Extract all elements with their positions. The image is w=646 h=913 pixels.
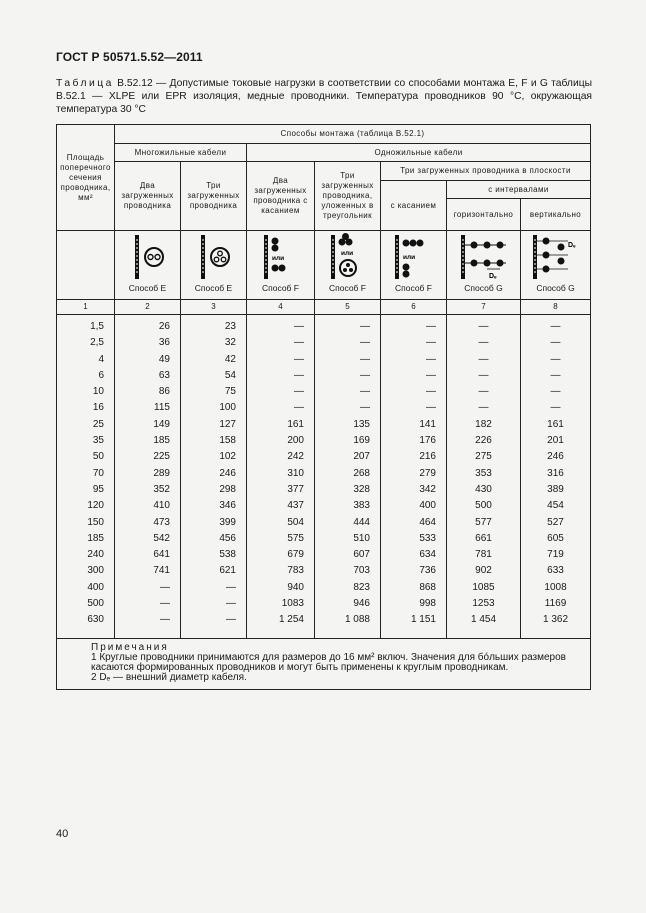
two-core-cable-icon [123,233,173,281]
method-label: Способ F [262,283,299,293]
column-number: 5 [315,300,381,315]
table-cell: — [550,369,561,381]
table-cell: 70 [92,467,104,479]
table-cell: 736 [419,565,436,577]
column-number: 2 [115,300,181,315]
table-cell: 868 [419,581,436,593]
table-cell: 200 [287,435,304,447]
method-label: Способ F [329,283,366,293]
table-cell: 1,5 [90,321,104,332]
column-number: 8 [521,300,591,315]
table-cell: — [426,321,436,332]
note-2: 2 Dₑ — внешний диаметр кабеля. [91,672,247,683]
table-cell: 430 [475,483,492,495]
table-cell: — [550,386,561,398]
column-number: 3 [181,300,247,315]
table-cell: — [550,321,561,332]
table-cell: 240 [87,549,104,561]
table-cell: 781 [475,549,492,561]
table-cell: 783 [287,565,304,577]
table-cell: 389 [547,483,564,495]
column-number: 4 [247,300,315,315]
table-cell: — [294,386,304,398]
table-cell: — [478,369,489,381]
three-flat-header: Три загруженных проводника в плоскости [381,162,591,181]
table-cell: 275 [475,451,492,463]
table-cell: 946 [353,598,370,610]
table-cell: — [294,369,304,381]
table-cell: 823 [353,581,370,593]
table-cell: 54 [224,369,236,381]
table-cell: 634 [419,549,436,561]
table-cell: 4 [98,353,104,365]
table-cell: 182 [475,418,492,430]
table-cell: 95 [92,483,104,495]
table-cell: 100 [219,402,236,414]
table-cell: 158 [219,435,236,447]
table-cell: 289 [153,467,170,479]
method-f-flat-touch-pic [381,231,447,300]
table-cell: 605 [547,532,564,544]
table-cell: 399 [219,516,236,528]
table-cell: — [160,614,170,626]
table-cell: 316 [547,467,564,479]
methods-header: Способы монтажа (таблица В.52.1) [115,125,591,144]
table-cell: 246 [219,467,236,479]
multicore-header: Многожильные кабели [115,144,247,162]
document-header: ГОСТ Р 50571.5.52—2011 [56,50,203,64]
table-cell: 346 [219,500,236,512]
table-cell: — [478,353,489,365]
table-cell: — [478,386,489,398]
table-cell: 63 [158,369,170,381]
method-label: Способ G [536,283,575,293]
table-cell: 342 [419,483,436,495]
table-cell: 661 [475,532,492,544]
page-number: 40 [56,828,69,840]
or-label: или [340,250,353,257]
table-cell: 127 [219,418,236,430]
table-cell: 1253 [472,598,495,610]
method-f-two-pic [247,231,315,300]
table-cell: — [426,353,436,365]
table-cell: 185 [87,532,104,544]
col6-header: с касанием [381,181,447,231]
table-cell: 500 [87,598,104,610]
table-cell: — [426,369,436,381]
table-cell: 242 [287,451,304,463]
table-cell: 10 [92,386,104,398]
table-cell: 120 [87,500,104,512]
col7-header: горизонтально [447,199,521,231]
table-cell: 35 [92,435,104,447]
notes-title: Примечания [91,642,169,653]
table-cell: — [294,337,304,349]
table-cell: 940 [287,581,304,593]
table-cell: 902 [475,565,492,577]
table-cell: 464 [419,516,436,528]
method-e-multi2-pic [115,231,181,300]
three-core-cable-icon [189,233,239,281]
table-cell: 400 [87,581,104,593]
method-f-trefoil-pic [315,231,381,300]
table-cell: 32 [224,337,236,349]
method-g-horizontal-pic [447,231,521,300]
table-cell: 1083 [281,598,304,610]
table-cell: 1 454 [470,614,497,626]
table-cell: 504 [287,516,304,528]
vertical-spaced-cables-icon [528,233,584,281]
table-cell: 1 151 [410,614,436,626]
table-cell: 577 [475,516,492,528]
table-cell: 226 [475,435,492,447]
table-cell: — [160,581,170,593]
table-cell: 500 [475,500,492,512]
table-cell: 161 [287,418,304,430]
table-cell: 1085 [472,581,495,593]
table-cell: — [226,598,236,610]
table-cell: 102 [219,451,236,463]
column-number: 7 [447,300,521,315]
cross-section-header: Площадь поперечного сечения проводника, мм² [57,125,115,231]
table-cell: 538 [219,549,236,561]
notes-section [57,639,591,690]
table-cell: — [360,369,370,381]
table-cell: 377 [287,483,304,495]
table-cell: 630 [87,614,104,626]
table-cell: 141 [419,418,436,430]
table-cell: 533 [419,532,436,544]
table-cell: 169 [353,435,370,447]
table-cell: 25 [92,418,104,430]
table-cell: — [160,598,170,610]
table-cell: 410 [153,500,170,512]
de-label: Dₑ [567,242,576,249]
table-cell: — [478,337,489,349]
col3-header: Три загруженных проводника [181,162,247,231]
table-cell: 279 [419,467,436,479]
table-cell: 454 [547,500,564,512]
table-cell: 527 [547,516,564,528]
table-cell: — [426,386,436,398]
method-label: Способ F [395,283,432,293]
singlecore-header: Одножильные кабели [247,144,591,162]
table-cell: 607 [353,549,370,561]
table-cell: 207 [353,451,370,463]
data-column [381,315,447,639]
col8-header: вертикально [521,199,591,231]
table-cell: 2,5 [90,337,104,349]
data-column [247,315,315,639]
table-cell: 456 [219,532,236,544]
table-cell: 23 [224,321,236,332]
data-column [181,315,247,639]
trefoil-cables-icon [323,233,373,281]
table-cell: 298 [219,483,236,495]
table-cell: — [478,321,489,332]
table-cell: 86 [158,386,170,398]
method-label: Способ Е [194,283,233,293]
table-cell: 575 [287,532,304,544]
table-cell: — [550,337,561,349]
table-cell: 185 [153,435,170,447]
table-cell: — [294,321,304,332]
de-label: Dₑ [488,273,497,280]
table-cell: 216 [419,451,436,463]
col5-header: Три загруженных проводника, уложенных в треугольник [315,162,381,231]
data-column [115,315,181,639]
col2-header: Два загруженных проводника [115,162,181,231]
table-cell: 6 [98,369,104,381]
table-cell: 542 [153,532,170,544]
table-cell: 703 [353,565,370,577]
table-cell: — [226,581,236,593]
table-cell: — [426,402,436,414]
table-cell: 1 362 [543,614,569,626]
data-column [521,315,591,639]
column-number: 6 [381,300,447,315]
table-cell: 510 [353,532,370,544]
table-cell: 1169 [544,598,567,610]
table-cell: 1 254 [278,614,304,626]
table-cell: 679 [287,549,304,561]
table-cell: 268 [353,467,370,479]
table-cell: — [360,321,370,332]
table-cell: 621 [219,565,236,577]
table-cell: 352 [153,483,170,495]
table-cell: 201 [547,435,564,447]
table-cell: — [426,337,436,349]
table-cell: 444 [353,516,370,528]
table-cell: — [360,337,370,349]
table-cell: 310 [287,467,304,479]
table-cell: 246 [547,451,564,463]
table-cell: 300 [87,565,104,577]
method-label: Способ Е [128,283,167,293]
table-cell: 49 [158,353,170,365]
table-cell: 741 [153,565,170,577]
table-cell: 719 [547,549,564,561]
or-label: или [402,254,415,261]
table-cell: 135 [353,418,370,430]
table-cell: 1 088 [344,614,370,626]
table-cell: 149 [153,418,170,430]
data-column [315,315,381,639]
ampacity-table [56,124,591,690]
table-cell: 641 [153,549,170,561]
table-cell: 16 [92,402,104,414]
or-label: или [271,255,284,262]
method-e-multi3-pic [181,231,247,300]
table-caption [56,77,592,116]
table-cell: 36 [158,337,170,349]
table-cell: — [360,353,370,365]
table-cell: — [550,353,561,365]
column-number: 1 [57,300,115,315]
data-column [447,315,521,639]
table-cell: 473 [153,516,170,528]
table-cell: 1008 [544,581,567,593]
table-cell: — [550,402,561,414]
table-cell: 75 [224,386,236,398]
flat-touching-cables-icon [389,233,439,281]
table-cell: 225 [153,451,170,463]
table-cell: 115 [154,402,170,414]
table-cell: — [478,402,489,414]
table-cell: 437 [287,500,304,512]
table-cell: 633 [547,565,564,577]
table-cell: 50 [92,451,104,463]
caption-label: Таблица [56,78,114,89]
table-cell: — [360,402,370,414]
table-cell: 150 [87,516,104,528]
table-cell: 42 [224,353,236,365]
table-cell: — [294,353,304,365]
table-cell: 161 [547,418,564,430]
table-cell: — [226,614,236,626]
method-label: Способ G [464,283,503,293]
data-column [57,315,115,639]
table-cell: 353 [475,467,492,479]
caption-text: В.52.12 — Допустимые токовые нагрузки в соответствии со способами монтажа Е, F и G таблицы В.52.1 — XLPE или EPR изоляция, медные проводники. Температура проводников 90 °С, окружающая температура 30 °С [56,78,592,115]
pic-spacer [57,231,115,300]
table-cell: 176 [419,435,436,447]
horizontal-spaced-cables-icon [456,233,512,281]
table-cell: 400 [419,500,436,512]
note-1: 1 Круглые проводники принимаются для размеров до 16 мм² включ. Значения для бóльших размеров касаются формированных проводников и могут быть применены к круглым проводникам. [91,652,566,673]
two-single-cables-icon [256,233,306,281]
table-cell: 26 [158,321,170,332]
table-cell: 383 [353,500,370,512]
method-g-vertical-pic [521,231,591,300]
table-cell: — [360,386,370,398]
table-cell: 328 [353,483,370,495]
spacing-header: с интервалами [447,181,591,199]
table-cell: — [294,402,304,414]
col4-header: Два загруженных проводника с касанием [247,162,315,231]
table-cell: 998 [419,598,436,610]
